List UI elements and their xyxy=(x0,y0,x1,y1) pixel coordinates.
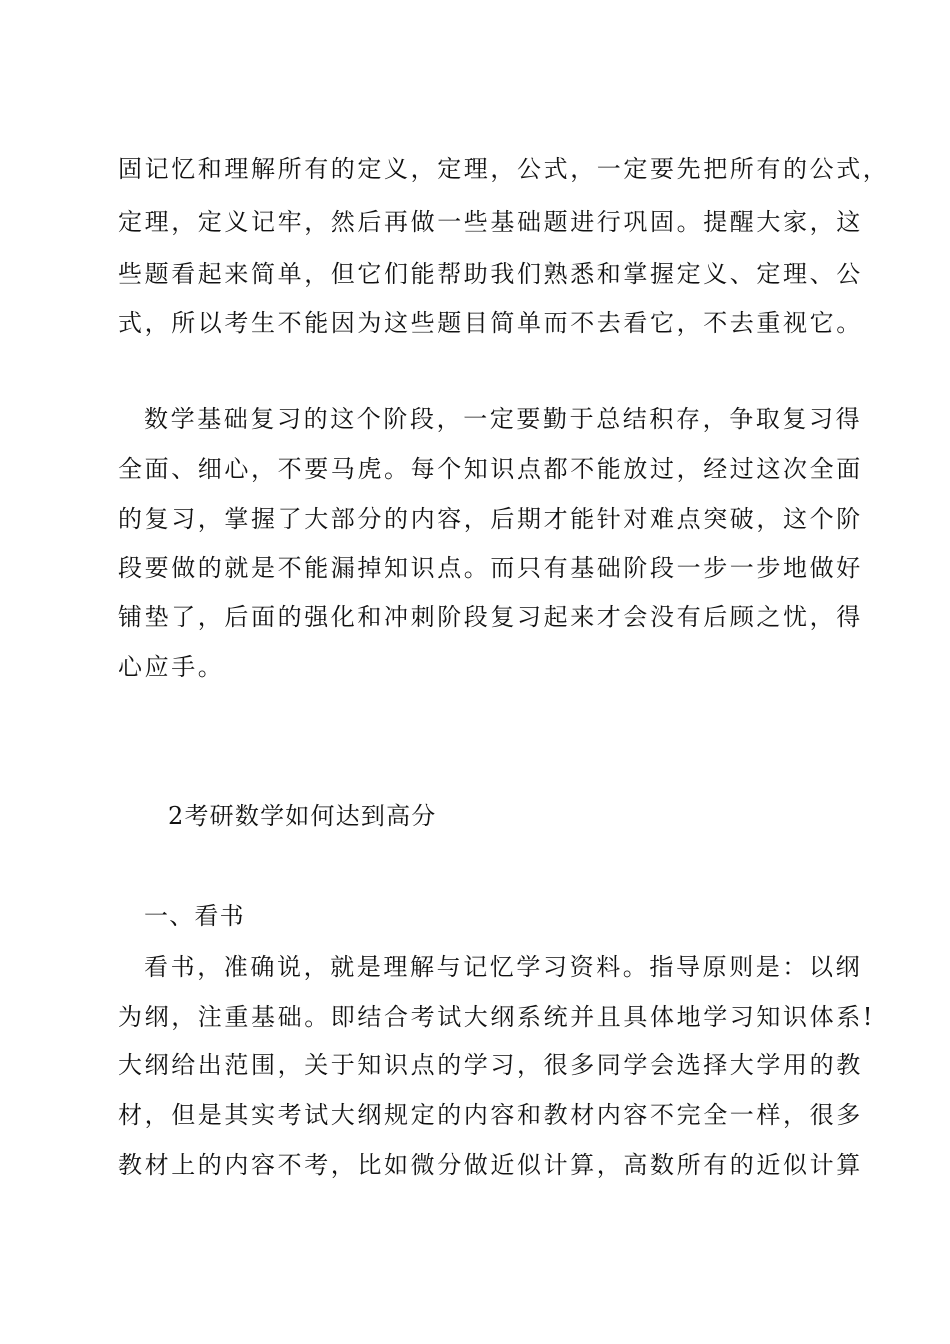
paragraph-3-line-2: 为纲，注重基础。即结合考试大纲系统并且具体地学习知识体系! xyxy=(118,1003,876,1031)
paragraph-3-line-3: 大纲给出范围，关于知识点的学习，很多同学会选择大学用的教 xyxy=(118,1051,863,1079)
paragraph-1-line-1: 固记忆和理解所有的定义，定理，公式，一定要先把所有的公式， xyxy=(118,155,890,183)
paragraph-1-line-2: 定理，定义记牢，然后再做一些基础题进行巩固。提醒大家，这 xyxy=(118,208,863,236)
paragraph-3-line-1: 看书，准确说，就是理解与记忆学习资料。指导原则是：以纲 xyxy=(144,953,863,981)
paragraph-2-line-2: 全面、细心，不要马虎。每个知识点都不能放过，经过这次全面 xyxy=(118,455,863,483)
paragraph-3-line-5: 教材上的内容不考，比如微分做近似计算，高数所有的近似计算 xyxy=(118,1151,863,1179)
paragraph-1-line-3: 些题看起来简单，但它们能帮助我们熟悉和掌握定义、定理、公 xyxy=(118,260,863,288)
paragraph-2-line-1: 数学基础复习的这个阶段，一定要勤于总结积存，争取复习得 xyxy=(144,405,863,433)
paragraph-1-line-4: 式，所以考生不能因为这些题目简单而不去看它，不去重视它。 xyxy=(118,309,863,337)
section-heading: 2考研数学如何达到高分 xyxy=(168,802,437,830)
paragraph-2-line-5: 铺垫了，后面的强化和冲刺阶段复习起来才会没有后顾之忧，得 xyxy=(118,603,863,631)
subsection-heading: 一、看书 xyxy=(144,902,245,930)
paragraph-2-line-4: 段要做的就是不能漏掉知识点。而只有基础阶段一步一步地做好 xyxy=(118,554,863,582)
paragraph-2-line-3: 的复习，掌握了大部分的内容，后期才能针对难点突破，这个阶 xyxy=(118,505,863,533)
paragraph-3-line-4: 材，但是其实考试大纲规定的内容和教材内容不完全一样，很多 xyxy=(118,1101,863,1129)
paragraph-2-line-6: 心应手。 xyxy=(118,653,225,681)
